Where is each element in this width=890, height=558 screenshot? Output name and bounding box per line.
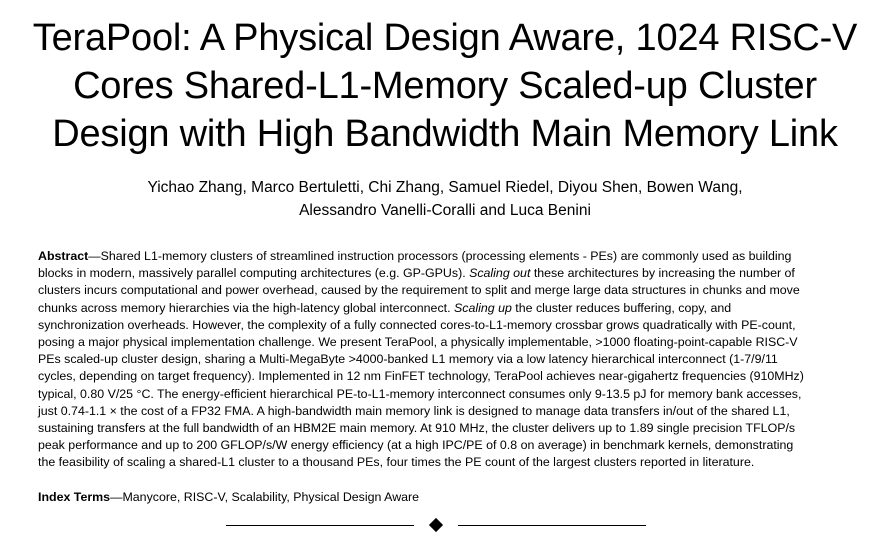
abstract-dash: — [88,249,101,263]
abstract-line: synchronization overheads. However, the complexity of a fully connected cores-to-L1-memory crossbar grows quadratically with PE-count, [38,317,796,332]
abstract-line [38,248,838,265]
abstract-text: Shared L1-memory clusters of streamlined instruction processors (processing elements - PEs) are commonly used as building [100,249,792,263]
abstract-line: cycles, depending on target frequency). Implemented in 12 nm FinFET technology, TeraPool achieves near-gigahertz frequencies (910MHz) [38,369,804,384]
author-line: Alessandro Vanelli-Coralli and Luca Benini [299,202,591,219]
abstract-line [38,300,838,317]
abstract-text: the cluster reduces buffering, copy, and [511,300,732,315]
paper-title [0,14,890,158]
index-terms-label: Index Terms [38,490,111,504]
index-terms [38,489,838,506]
title-line: TeraPool: A Physical Design Aware, 1024 RISC-V [32,17,858,59]
abstract-line: clusters incurs computational and power overhead, caused by the requirement to split and merge large data structures in chunks and move [38,283,800,298]
abstract-emphasis: Scaling out [469,266,531,281]
abstract-emphasis: Scaling up [453,300,512,315]
abstract-line: posing a major physical implementation challenge. We present TeraPool, a physically implementable, >1000 floating-point-capable RISC-V [38,335,798,350]
abstract-text: chunks across memory hierarchies via the high-latency global interconnect. [38,300,454,315]
abstract-line: the feasibility of scaling a shared-L1 cluster to a thousand PEs, four times the PE count of the largest clusters reported in literature. [38,455,755,470]
author-line: Yichao Zhang, Marco Bertuletti, Chi Zhang, Samuel Riedel, Diyou Shen, Bowen Wang, [147,179,743,196]
abstract [38,248,838,472]
abstract-line [38,265,838,282]
abstract-line: typical, 0.80 V/25 °C. The energy-efficient hierarchical PE-to-L1-memory interconnect consumes only 9-13.5 pJ for memory bank accesses, [38,386,802,401]
abstract-label: Abstract [38,249,89,263]
author-list [0,176,890,222]
divider-line-left [226,525,414,526]
abstract-text: these architectures by increasing the number of [530,266,795,281]
divider-line-right [458,525,646,526]
title-line: Design with High Bandwidth Main Memory Link [52,113,838,155]
title-line: Cores Shared-L1-Memory Scaled-up Cluster [73,65,817,107]
abstract-line: peak performance and up to 200 GFLOP/s/W energy efficiency (at a high IPC/PE of 0.8 on average) in benchmark kernels, demonstrating [38,438,794,453]
abstract-line: sustaining transfers at the full bandwidth of an HBM2E main memory. At 910 MHz, the cluster delivers up to 1.89 single precision TFLOP/s [38,421,796,436]
index-terms-text: —Manycore, RISC-V, Scalability, Physical Design Aware [110,490,420,504]
section-divider [226,515,646,535]
abstract-line: PEs scaled-up cluster design, sharing a Multi-MegaByte >4000-banked L1 memory via a low latency hierarchical interconnect (1-7/9/11 [38,352,778,367]
diamond-icon [429,518,443,532]
abstract-text: blocks in modern, massively parallel computing architectures (e.g. GP-GPUs). [38,266,470,281]
abstract-line: just 0.74-1.1 × the cost of a FP32 FMA. A high-bandwidth main memory link is designed to manage data transfers in/out of the shared L1, [38,403,790,418]
